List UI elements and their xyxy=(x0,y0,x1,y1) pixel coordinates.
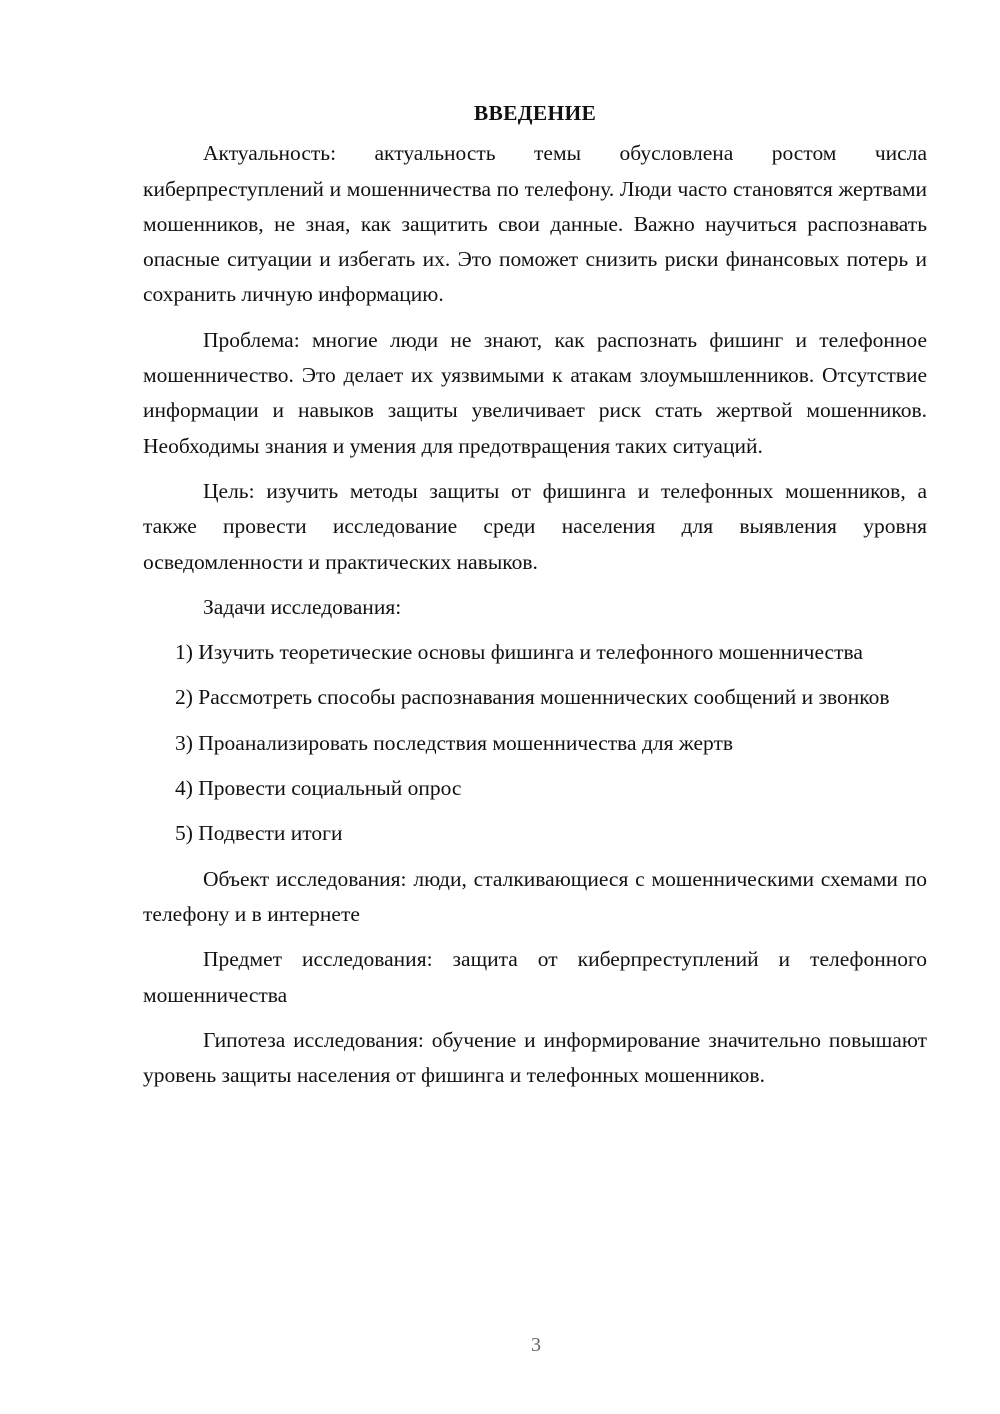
list-item: 1) Изучить теоретические основы фишинга и телефонного мошенничества xyxy=(175,640,863,665)
paragraph-hypothesis: Гипотеза исследования: обучение и информирование значительно повышают уровень защиты населения от фишинга и телефонных мошенников. xyxy=(143,1027,927,1088)
page-content xyxy=(143,96,927,1103)
page-title: ВВЕДЕНИЕ xyxy=(473,101,597,125)
paragraph-problem: Проблема: многие люди не знают, как распознать фишинг и телефонное мошенничество. Это делает их уязвимыми к атакам злоумышленников. Отсутствие информации и навыков защиты увеличивает риск стать жертвой мошенников. Необходимы знания и умения для предотвращения таких ситуаций. xyxy=(143,327,927,458)
list-item: 3) Проанализировать последствия мошенничества для жертв xyxy=(175,730,734,755)
paragraph-goal: Цель: изучить методы защиты от фишинга и телефонных мошенников, а также провести исследование среди населения для выявления уровня осведомленности и практических навыков. xyxy=(143,478,927,574)
paragraph-relevance: Актуальность: актуальность темы обусловлена ростом числа киберпреступлений и мошенничества по телефону. Люди часто становятся жертвами мошенников, не зная, как защитить свои данные. Важно научиться распознавать опасные ситуации и избегать их. Это поможет снизить риски финансовых потерь и сохранить личную информацию. xyxy=(143,141,927,307)
paragraph-object: Объект исследования: люди, сталкивающиеся с мошенническими схемами по телефону и в интернете xyxy=(143,866,927,926)
paragraph-subject: Предмет исследования: защита от киберпреступлений и телефонного мошенничества xyxy=(143,947,927,1007)
list-item: 2) Рассмотреть способы распознавания мошеннических сообщений и звонков xyxy=(175,685,890,710)
list-item: 5) Подвести итоги xyxy=(175,821,343,846)
list-item: 4) Провести социальный опрос xyxy=(175,776,462,801)
paragraph-tasks-heading: Задачи исследования: xyxy=(203,594,402,619)
page-number: 3 xyxy=(531,1334,541,1356)
tasks-list xyxy=(143,635,927,851)
